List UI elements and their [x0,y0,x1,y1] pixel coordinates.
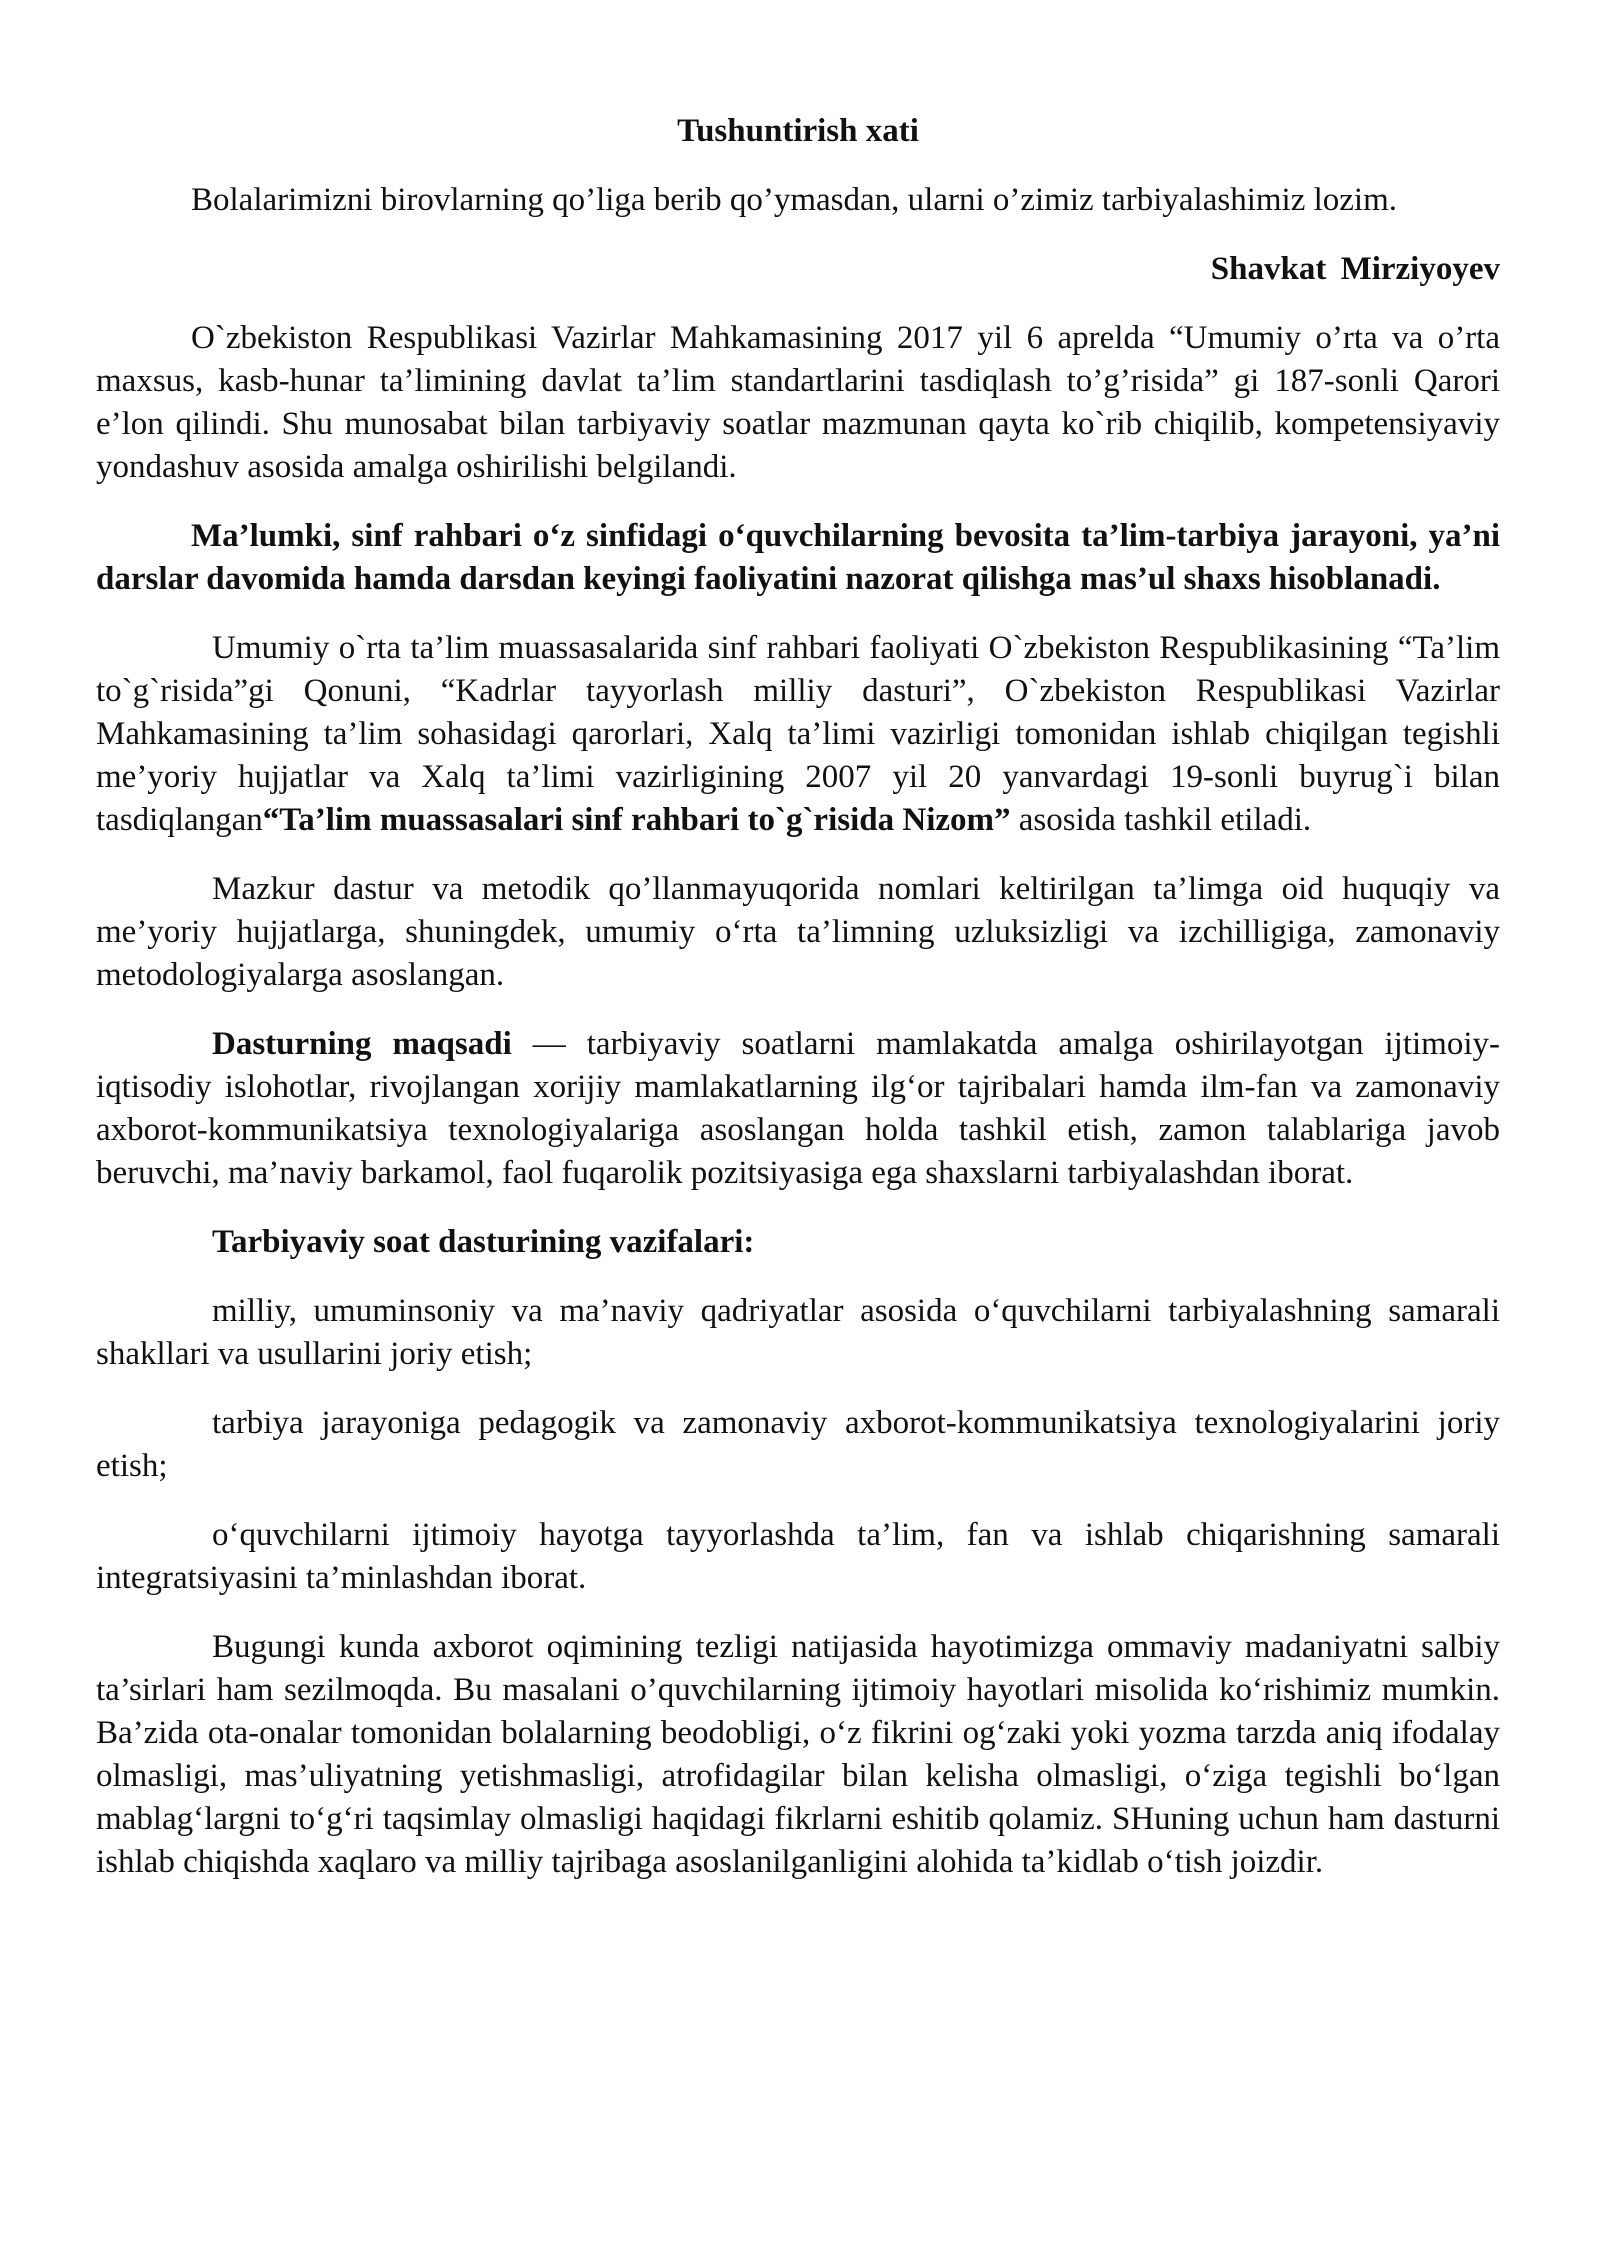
epigraph-quote: Bolalarimizni birovlarning qo’liga berib qo’ymasdan, ularni o’zimiz tarbiyalashimiz lozim. [191,182,1397,218]
legal-basis-regulation: “Ta’lim muassasalari sinf rahbari to`g`risida Nizom” [262,802,1011,838]
task-item-1: milliy, umuminsoniy va ma’naviy qadriyatlar asosida o‘quvchilarni tarbiyalashning samarali shakllari va usullarini joriy etish; [96,1293,1500,1372]
legal-basis-text: Umumiy o`rta ta’lim muassasalarida sinf rahbari faoliyati O`zbekiston Respublikasining “Ta’lim to`g`risida”gi Qonuni, “Kadrlar tayyorlash milliy dasturi”, O`zbekiston Respublikasi Vazirlar Mahkamasining ta’lim sohasidagi qarorlari, Xalq ta’limi vazirligi tomonidan ishlab chiqilgan tegishli me’yoriy hujjatlar va Xalq ta’limi vazirligining 2007 yil 20 yanvardagi 19-sonli buyrug`i bilan tasdiqlangan [96,630,1500,838]
paragraph-program-goal [96,1023,1500,1195]
program-goal-text: — tarbiyaviy soatlarni mamlakatda amalga oshirilayotgan ijtimoiy-iqtisodiy islohotlar, rivojlangan xorijiy mamlakatlarning ilg‘or tajribalari hamda ilm-fan va zamonaviy axborot-kommunikatsiya texnologiyalariga asoslangan holda tashkil etish, zamon talablariga javob beruvchi, ma’naviy barkamol, faol fuqarolik pozitsiyasiga ega shaxslarni tarbiyalashdan iborat. [96,1026,1500,1191]
paragraph-legal-basis [96,627,1500,842]
paragraph-mass-culture: Bugungi kunda axborot oqimining tezligi natijasida hayotimizga ommaviy madaniyatni salbiy ta’sirlari ham sezilmoqda. Bu masalani o’quvchilarning ijtimoiy hayotlari misolida ko‘rishimiz mumkin. Ba’zida ota-onalar tomonidan bolalarning beodobligi, o‘z fikrini og‘zaki yoki yozma tarzda aniq ifodalay olmasligi, mas’uliyatning yetishmasligi, atrofidagilar bilan kelisha olmasligi, o‘ziga tegishli bo‘lgan mablag‘largni to‘g‘ri taqsimlay olmasligi haqidagi fikrlarni eshitib qolamiz. SHuning uchun ham dasturni ishlab chiqishda xaqlaro va milliy tajribaga asoslanilganligini alohida ta’kidlab o‘tish joizdir. [96,1629,1500,1880]
paragraph-methodology: Mazkur dastur va metodik qo’llanmayuqorida nomlari keltirilgan ta’limga oid huquqiy va me’yoriy hujjatlarga, shuningdek, umumiy o‘rta ta’limning uzluksizligi va izchilligiga, zamonaviy metodologiyalarga asoslangan. [96,871,1500,993]
paragraph-resolution: O`zbekiston Respublikasi Vazirlar Mahkamasining 2017 yil 6 aprelda “Umumiy o’rta va o’rta maxsus, kasb-hunar ta’limining davlat ta’lim standartlarini tasdiqlash to’g’risida” gi 187-sonli Qarori e’lon qilindi. Shu munosabat bilan tarbiyaviy soatlar mazmunan qayta ko`rib chiqilib, kompetensiyaviy yondashuv asosida amalga oshirilishi belgilandi. [96,320,1500,485]
task-item-3: o‘quvchilarni ijtimoiy hayotga tayyorlashda ta’lim, fan va ishlab chiqarishning samarali integratsiyasini ta’minlashdan iborat. [96,1517,1500,1596]
epigraph-author: Shavkat Mirziyoyev [1210,251,1500,287]
document-page [96,110,1500,1884]
paragraph-class-teacher-role: Ma’lumki, sinf rahbari o‘z sinfidagi o‘quvchilarning bevosita ta’lim-tarbiya jarayoni, ya’ni darslar davomida hamda darsdan keyingi faoliyatini nazorat qilishga mas’ul shaxs hisoblanadi. [96,518,1500,597]
document-title: Tushuntirish xati [677,113,919,149]
tasks-heading: Tarbiyaviy soat dasturining vazifalari: [212,1224,755,1260]
legal-basis-end: asosida tashkil etiladi. [1010,802,1312,838]
program-goal-label: Dasturning maqsadi [212,1026,512,1062]
task-item-2: tarbiya jarayoniga pedagogik va zamonaviy axborot-kommunikatsiya texnologiyalarini joriy etish; [96,1405,1500,1484]
